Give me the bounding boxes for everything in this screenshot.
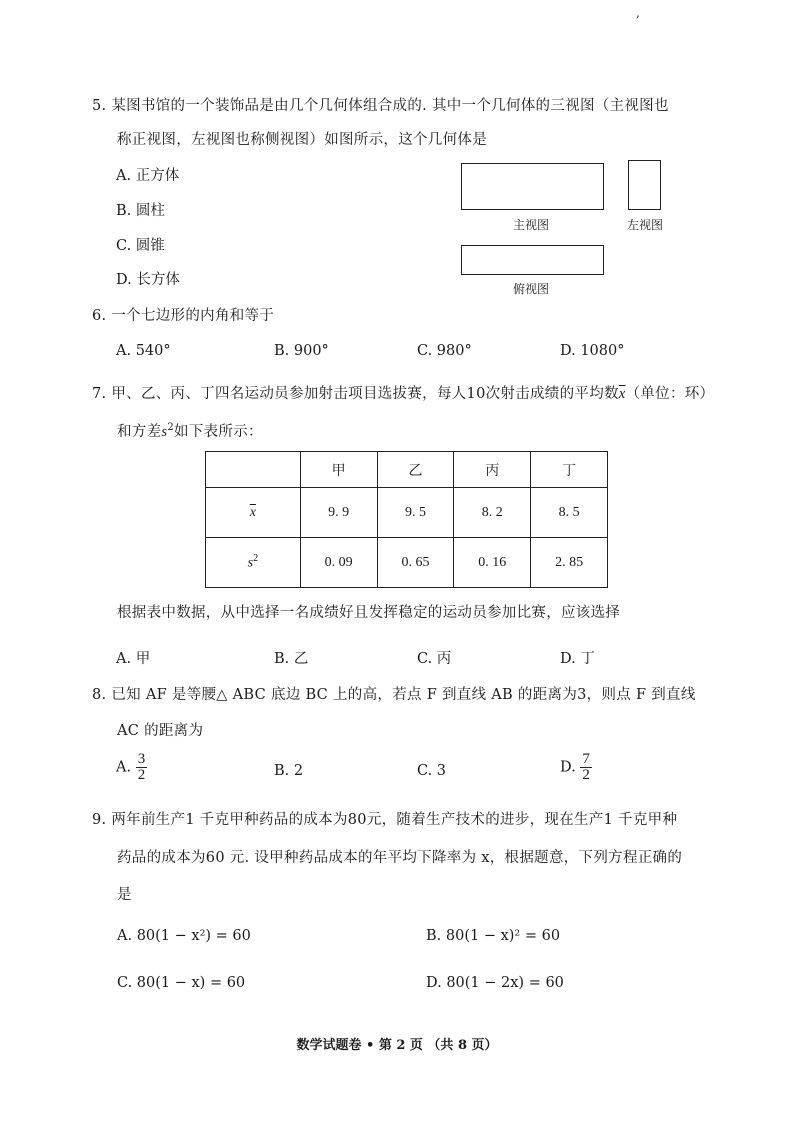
table-header-bing: 丙: [454, 452, 531, 488]
q8-option-a[interactable]: [116, 752, 147, 783]
variance-row-sup: 2: [253, 553, 259, 565]
q8-option-b[interactable]: B. 2: [274, 763, 304, 779]
left-view-caption: 左视图: [627, 218, 664, 232]
q7-option-c[interactable]: C. 丙: [417, 651, 452, 667]
mean-symbol: $\overline{x}$: [618, 386, 626, 402]
q8-line2: AC 的距离为: [117, 723, 204, 739]
variance-sup: 2: [167, 422, 175, 434]
q6-stem: 6. 一个七边形的内角和等于: [92, 308, 275, 324]
q9-option-b[interactable]: B. 80(1 − x)² = 60: [426, 928, 561, 944]
mean-ding: 8. 5: [531, 488, 608, 538]
table-header-yi: 乙: [377, 452, 454, 488]
q8-option-a-label: A.: [116, 759, 132, 776]
q9-line1: 9. 两年前生产1 千克甲种药品的成本为80元，随着生产技术的进步，现在生产1 千克甲种: [92, 812, 678, 828]
q6-option-d[interactable]: D. 1080°: [560, 343, 625, 359]
q8-option-c[interactable]: C. 3: [417, 763, 447, 779]
score-table: [205, 451, 608, 588]
q7-option-d[interactable]: D. 丁: [560, 651, 595, 667]
q5-option-b[interactable]: B. 圆柱: [116, 203, 165, 219]
q5-line2: 称正视图，左视图也称侧视图）如图所示，这个几何体是: [117, 132, 487, 148]
q8-line1: 8. 已知 AF 是等腰△ ABC 底边 BC 上的高，若点 F 到直线 AB 的距离为3，则点 F 到直线: [92, 687, 696, 703]
mean-bing: 8. 2: [454, 488, 531, 538]
q6-option-a[interactable]: A. 540°: [116, 343, 171, 359]
table-row-mean: [206, 488, 608, 538]
q7-line2: [117, 420, 263, 441]
corner-mark: ,: [636, 6, 640, 20]
q5-option-c[interactable]: C. 圆锥: [116, 238, 165, 254]
table-header-jia: 甲: [300, 452, 377, 488]
variance-ding: 2. 85: [531, 538, 608, 588]
q5-option-a[interactable]: A. 正方体: [116, 168, 180, 184]
mean-yi: 9. 5: [377, 488, 454, 538]
q7-option-a[interactable]: A. 甲: [116, 651, 151, 667]
front-view-caption: 主视图: [513, 218, 550, 232]
q8-option-a-fraction: $\frac{3}{2}$: [137, 751, 146, 783]
q8-option-d[interactable]: [560, 752, 592, 783]
top-view-rectangle: [461, 245, 604, 275]
q9-option-a[interactable]: A. 80(1 − x²) = 60: [117, 928, 251, 944]
q5-line1: 5. 某图书馆的一个装饰品是由几个几何体组合成的. 其中一个几何体的三视图（主视图也: [92, 98, 669, 114]
variance-symbol: s: [161, 424, 168, 440]
variance-bing: 0. 16: [454, 538, 531, 588]
q6-option-c[interactable]: C. 980°: [417, 343, 472, 359]
q7-line2-text: 和方差: [117, 424, 162, 440]
mean-jia: 9. 9: [300, 488, 377, 538]
q9-option-c[interactable]: C. 80(1 − x) = 60: [117, 975, 246, 991]
table-header-row: [206, 452, 608, 488]
variance-jia: 0. 09: [300, 538, 377, 588]
q7-line1: [92, 382, 714, 403]
q9-option-d[interactable]: D. 80(1 − 2x) = 60: [426, 975, 564, 991]
table-header-corner: [206, 452, 301, 488]
table-row-variance: [206, 538, 608, 588]
q7-line2-tail: 如下表所示：: [174, 424, 263, 440]
q9-line3: 是: [117, 887, 132, 903]
table-header-ding: 丁: [531, 452, 608, 488]
q8-option-d-label: D.: [560, 759, 576, 776]
q7-line1-unit: （单位：环）: [625, 386, 715, 402]
front-view-rectangle: [461, 163, 604, 210]
q7-line1-text: 7. 甲、乙、丙、丁四名运动员参加射击项目选拔赛，每人10次射击成绩的平均数: [92, 386, 619, 402]
q8-option-d-fraction: $\frac{7}{2}$: [582, 751, 590, 783]
q7-followup: 根据表中数据，从中选择一名成绩好且发挥稳定的运动员参加比赛，应该选择: [117, 605, 621, 621]
q6-option-b[interactable]: B. 900°: [274, 343, 329, 359]
top-view-caption: 俯视图: [513, 282, 550, 296]
q9-line2: 药品的成本为60 元. 设甲种药品成本的年平均下降率为 x，根据题意，下列方程正确的: [117, 850, 683, 866]
q7-option-b[interactable]: B. 乙: [274, 651, 309, 667]
mean-row-label: $\overline{x}$: [249, 504, 256, 520]
left-view-rectangle: [628, 160, 661, 210]
page-footer: 数学试题卷 • 第 2 页 （共 8 页）: [296, 1038, 498, 1053]
variance-row-label: s: [247, 555, 254, 571]
variance-yi: 0. 65: [377, 538, 454, 588]
q5-option-d[interactable]: D. 长方体: [116, 272, 180, 288]
